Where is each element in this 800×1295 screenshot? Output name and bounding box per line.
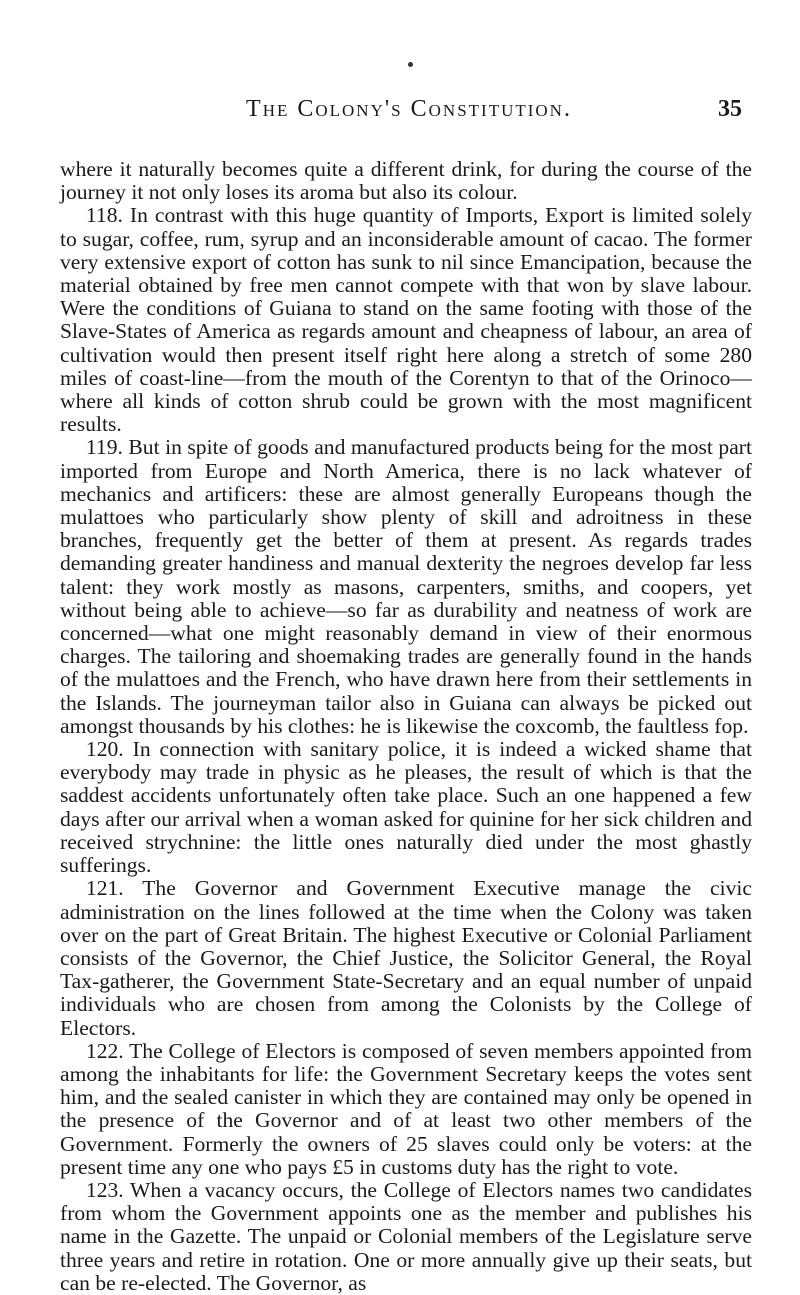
body-text: [60, 158, 752, 1295]
paragraph: 118. In contrast with this huge quantity of Imports, Export is limited solely to sugar, coffee, rum, syrup and an inconsiderable amount of cacao. The former very extensive export of cotton has sunk to nil since Emancipation, because the material obtained by free men cannot compete with that won by slave labour. Were the conditions of Guiana to stand on the same footing with those of the Slave-States of America as regards amount and cheapness of labour, an area of cultivation would then present itself right here along a stretch of some 280 miles of coast-line—from the mouth of the Corentyn to that of the Orinoco—where all kinds of cotton shrub could be grown with the most magnificent results.: [60, 203, 752, 437]
paragraph: 120. In connection with sanitary police, it is indeed a wicked shame that everybody may trade in physic as he pleases, the result of which is that the saddest accidents unfortunately often take place. Such an one happened a few days after our arrival when a woman asked for quinine for her sick children and received strychnine: the little ones naturally died under the most ghastly sufferings.: [60, 737, 752, 878]
paragraph: 121. The Governor and Government Executive manage the civic administration on the lines followed at the time when the Colony was taken over on the part of Great Britain. The highest Executive or Colonial Parliament consists of the Governor, the Chief Justice, the Solicitor General, the Royal Tax-gatherer, the Government State-Secretary and an equal number of unpaid individuals who are chosen from among the Colonists by the College of Electors.: [60, 876, 752, 1040]
paragraph: where it naturally becomes quite a different drink, for during the course of the journey it not only loses its aroma but also its colour.: [60, 157, 752, 205]
running-title: The Colony's Constitution.: [246, 95, 572, 122]
page-header: [60, 92, 742, 126]
ink-dot: [408, 62, 413, 67]
page-number: 35: [718, 95, 742, 122]
paragraph: 123. When a vacancy occurs, the College of Electors names two candidates from whom the Government appoints one as the member and publishes his name in the Gazette. The unpaid or Colonial members of the Legislature serve three years and retire in rotation. One or more annually give up their seats, but can be re-elected. The Governor, as: [60, 1177, 752, 1295]
paragraph: 122. The College of Electors is composed of seven members appointed from among the inhabitants for life: the Government Secretary keeps the votes sent him, and the sealed canister in which they are contained may only be opened in the presence of the Governor and of at least two other members of the Government. Formerly the owners of 25 slaves could only be voters: at the present time any one who pays £5 in customs duty has the right to vote.: [60, 1038, 752, 1179]
paragraph: 119. But in spite of goods and manufactured products being for the most part imported from Europe and North America, there is no lack whatever of mechanics and artificers: these are almost generally Europeans though the mulattoes who particularly show plenty of skill and adroitness in these branches, frequently get the better of them at present. As regards trades demanding greater handiness and manual dexterity the negroes develop far less talent: they work mostly as masons, carpenters, smiths, and coopers, yet without being able to achieve—so far as durability and neatness of work are concerned—what one might reasonably demand in view of their enormous charges. The tailoring and shoemaking trades are generally found in the hands of the mulattoes and the French, who have drawn here from their settlements in the Islands. The journeyman tailor also in Guiana can always be picked out amongst thousands by his clothes: he is likewise the coxcomb, the faultless fop.: [60, 435, 752, 738]
